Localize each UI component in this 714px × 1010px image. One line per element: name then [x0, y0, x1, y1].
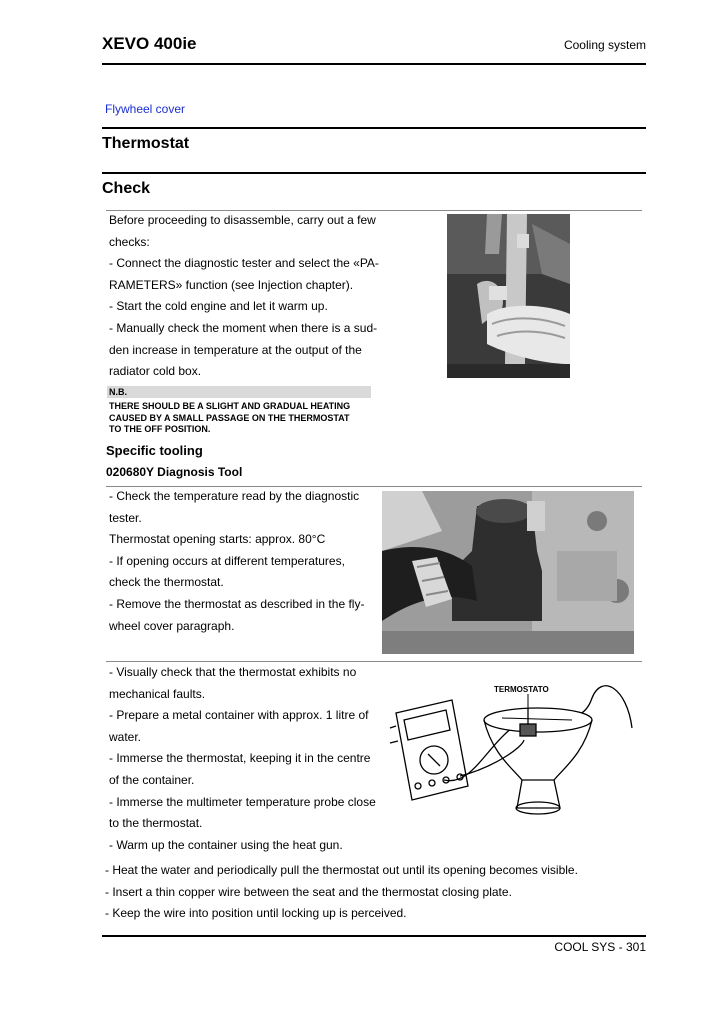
- text-line: - Connect the diagnostic tester and select the «PA-: [109, 256, 379, 271]
- text-line: radiator cold box.: [109, 364, 202, 379]
- thermostat-heading: Thermostat: [102, 135, 190, 152]
- text-line: - Manually check the moment when there is a sud-: [109, 320, 378, 335]
- tooling-item: 020680Y Diagnosis Tool: [106, 465, 243, 479]
- text-line: RAMETERS» function (see Injection chapter).: [109, 277, 354, 292]
- text-line: - Remove the thermostat as described in the fly-: [109, 596, 365, 611]
- container-illustration: [484, 708, 592, 814]
- text-line: - Heat the water and periodically pull the thermostat out until its opening becomes visible.: [105, 863, 578, 877]
- text-line: wheel cover paragraph.: [109, 618, 235, 633]
- note-label: N.B.: [107, 386, 371, 398]
- text-line: Before proceeding to disassemble, carry out a few: [109, 213, 376, 227]
- text-line: - Warm up the container using the heat gun.: [109, 837, 343, 852]
- check-heading: Check: [102, 180, 151, 197]
- multimeter-illustration: [390, 700, 468, 800]
- text-line: tester.: [109, 510, 142, 525]
- block1-text: [109, 210, 379, 383]
- section-rule: [102, 127, 646, 129]
- text-line: - Start the cold engine and let it warm up.: [109, 299, 328, 314]
- tooling-heading: Specific tooling: [106, 443, 203, 458]
- bottom-text: [105, 860, 665, 925]
- text-line: - Visually check that the thermostat exhibits no: [109, 665, 357, 679]
- block3-text: [109, 662, 374, 856]
- text-line: - Keep the wire into position until locking up is perceived.: [105, 906, 407, 921]
- text-line: - Check the temperature read by the diagnostic: [109, 489, 360, 503]
- text-line: to the thermostat.: [109, 816, 203, 831]
- photo-thermostat-housing: [382, 491, 634, 654]
- text-line: - Prepare a metal container with approx. 1 litre of: [109, 708, 369, 723]
- footer-rule: [102, 935, 646, 937]
- note-line: CAUSED BY A SMALL PASSAGE ON THE THERMOSTAT: [109, 412, 350, 423]
- subsection-rule: [102, 172, 646, 174]
- note-text: [109, 401, 373, 436]
- text-line: - Immerse the multimeter temperature probe close: [109, 794, 376, 809]
- text-line: water.: [109, 729, 142, 744]
- page-title: XEVO 400ie: [102, 34, 197, 53]
- photo-hose-check: [447, 214, 570, 378]
- thermostat-test-diagram: [382, 668, 638, 828]
- text-line: den increase in temperature at the output of the: [109, 342, 362, 357]
- text-line: - If opening occurs at different temperatures,: [109, 553, 345, 568]
- text-line: - Immerse the thermostat, keeping it in the centre: [109, 751, 371, 766]
- section-name: Cooling system: [563, 38, 646, 52]
- header-rule: [102, 63, 646, 65]
- note-line: THERE SHOULD BE A SLIGHT AND GRADUAL HEATING: [109, 401, 351, 411]
- text-line: Thermostat opening starts: approx. 80°C: [109, 532, 326, 547]
- note-line: TO THE OFF POSITION.: [109, 424, 211, 434]
- text-line: - Insert a thin copper wire between the seat and the thermostat closing plate.: [105, 884, 512, 899]
- page-number: COOL SYS - 301: [554, 940, 646, 954]
- text-line: of the container.: [109, 772, 195, 787]
- block2-text: [109, 486, 374, 637]
- text-line: mechanical faults.: [109, 686, 206, 701]
- text-line: checks:: [109, 234, 150, 249]
- flywheel-cover-link[interactable]: Flywheel cover: [105, 102, 186, 116]
- text-line: check the thermostat.: [109, 575, 224, 590]
- diagram-label: TERMOSTATO: [494, 685, 549, 694]
